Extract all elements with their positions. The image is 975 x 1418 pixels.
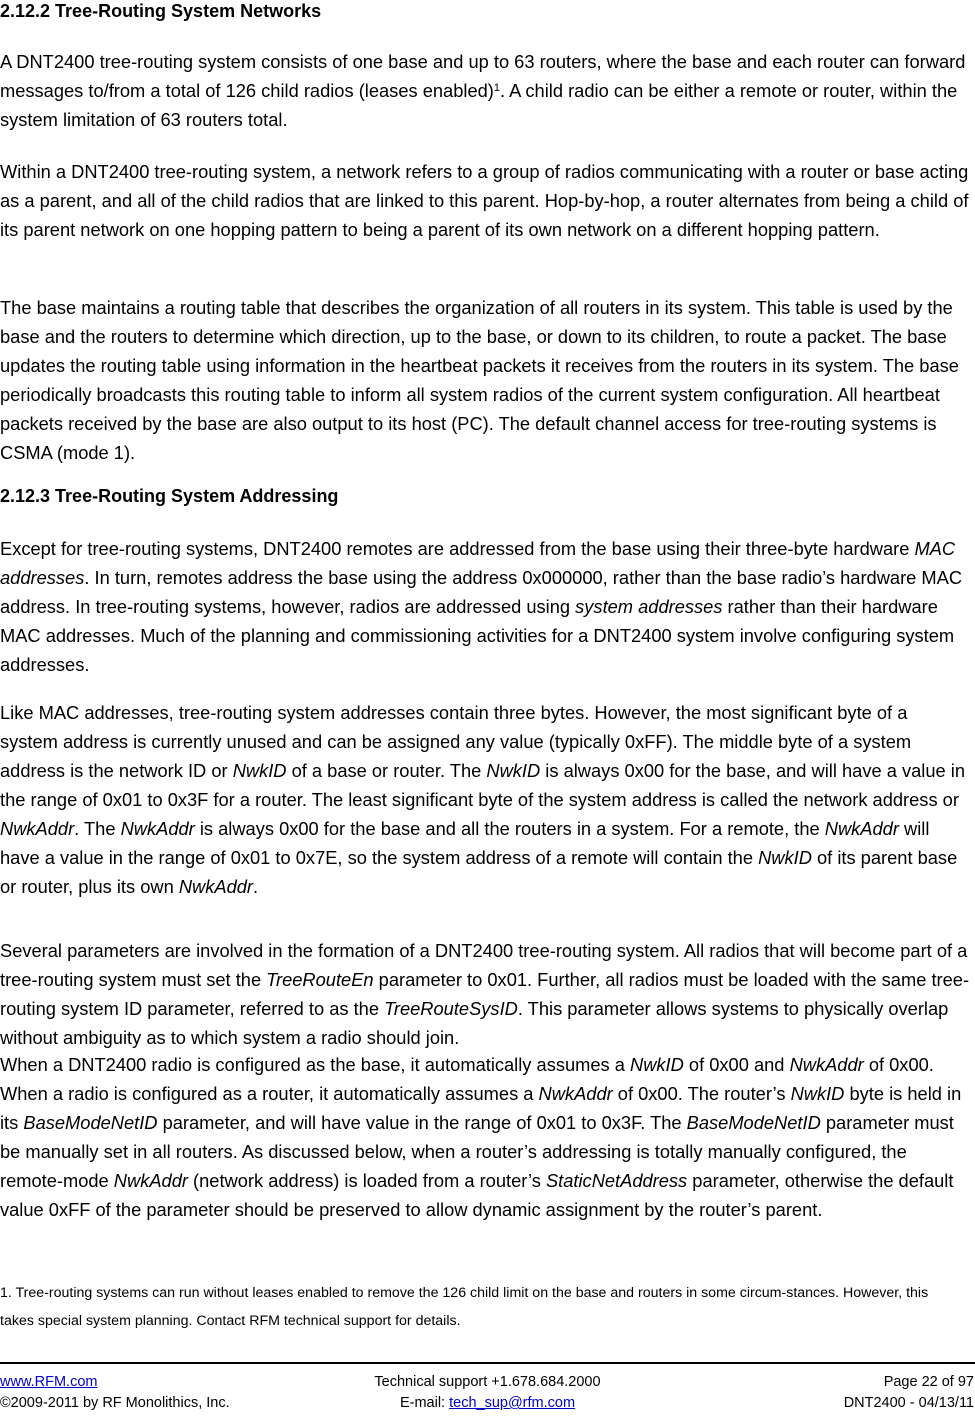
footer-copyright: ©2009-2011 by RF Monolithics, Inc.: [0, 1395, 230, 1411]
section-heading-addressing: 2.12.3 Tree-Routing System Addressing: [0, 486, 339, 506]
term-nwkaddr: NwkAddr: [120, 818, 195, 839]
text-run: .: [253, 876, 259, 897]
footer-support: Technical support +1.678.684.2000: [374, 1374, 601, 1390]
text-run: . In turn, remotes address the base using the address 0x000000, rather than the base radio’s hardware MAC address. In tree-routing systems, however, radios are addressed using: [0, 567, 963, 617]
text-run: A DNT2400 tree-routing system consists of one base and up to 63 routers, where the base and each router can forward messages to/from a total of 126 child radios (leases enabled): [0, 51, 966, 101]
text-run: of its parent base or router, plus its own: [0, 847, 958, 897]
term-nwkid: NwkID: [232, 760, 287, 781]
term-treeroutesysid: TreeRouteSysID: [384, 998, 518, 1019]
text-run: parameter, and will have value in the range of 0x01 to 0x3F. The: [157, 1112, 687, 1133]
text-run: . The: [74, 818, 121, 839]
email-link[interactable]: tech_sup@rfm.com: [449, 1395, 576, 1411]
text-run: parameter to 0x01. Further, all radios must be loaded with the same tree-routing system ID parameter, referred to as the: [0, 969, 970, 1019]
paragraph-addressing-4: [0, 1050, 970, 1224]
term-nwkid: NwkID: [790, 1083, 845, 1104]
paragraph-addressing-2: [0, 698, 970, 901]
term-nwkaddr: NwkAddr: [0, 818, 75, 839]
text-run: parameter, otherwise the default value 0xFF of the parameter should be preserved to allow dynamic assignment by the router’s parent.: [0, 1170, 954, 1220]
text-run: When a DNT2400 radio is configured as the base, it automatically assumes a: [0, 1054, 631, 1075]
footer-doc-id: DNT2400 - 04/13/11: [843, 1395, 974, 1411]
footer-page-number: Page 22 of 97: [883, 1374, 974, 1390]
term-nwkid: NwkID: [758, 847, 812, 868]
text-run: rather than their hardware MAC addresses. Much of the planning and commissioning activities for a DNT2400 system involve configuring system addresses.: [0, 596, 955, 675]
text-run: of 0x00. When a radio is configured as a router, it automatically assumes a: [0, 1054, 934, 1104]
paragraph-networks-2: Within a DNT2400 tree-routing system, a network refers to a group of radios communicating with a router or base acting as a parent, and all of the child radios that are linked to this parent. Hop-by-hop, a router alternates from being a child of its parent network on one hopping pattern to being a parent of its own network on a different hopping pattern.: [0, 161, 969, 240]
text-run: will have a value in the range of 0x01 to 0x7E, so the system address of a remote will contain the: [0, 818, 930, 868]
text-run: of 0x00 and: [683, 1054, 790, 1075]
paragraph-addressing-3: [0, 936, 970, 1052]
website-link[interactable]: www.RFM.com: [0, 1374, 98, 1390]
text-run: (network address) is loaded from a router’s: [187, 1170, 546, 1191]
footnote-marker: 1: [493, 82, 500, 94]
email-label: E-mail:: [399, 1395, 450, 1411]
text-run: byte is held in its: [0, 1083, 962, 1133]
term-staticnetaddress: StaticNetAddress: [545, 1170, 688, 1191]
term-nwkaddr: NwkAddr: [113, 1170, 188, 1191]
term-nwkaddr: NwkAddr: [178, 876, 254, 897]
text-run: parameter must be manually set in all routers. As discussed below, when a router’s addressing is totally manually configured, the remote-mode: [0, 1112, 954, 1191]
term-nwkaddr: NwkAddr: [824, 818, 899, 839]
term-nwkaddr: NwkAddr: [789, 1054, 864, 1075]
term-treerouteen: TreeRouteEn: [266, 969, 374, 990]
text-run: is always 0x00 for the base, and will have a value in the range of 0x01 to 0x3F for a router. The least significant byte of the system address is called the network address or: [0, 760, 965, 810]
text-run: Several parameters are involved in the formation of a DNT2400 tree-routing system. All radios that will become part of a tree-routing system must set the: [0, 940, 968, 990]
section-heading-networks: 2.12.2 Tree-Routing System Networks: [0, 1, 322, 21]
term-mac-addresses: MAC addresses: [0, 538, 956, 588]
text-run: of 0x00. The router’s: [612, 1083, 791, 1104]
text-run: . A child radio can be either a remote or router, within the system limitation of 63 routers total.: [0, 80, 958, 130]
term-nwkid: NwkID: [630, 1054, 684, 1075]
text-run: Except for tree-routing systems, DNT2400 remotes are addressed from the base using their three-byte hardware: [0, 538, 915, 559]
term-nwkid: NwkID: [486, 760, 541, 781]
term-nwkaddr: NwkAddr: [538, 1083, 613, 1104]
text-run: of a base or router. The: [286, 760, 487, 781]
paragraph-addressing-1: [0, 534, 970, 679]
term-basemodenetid: BaseModeNetID: [23, 1112, 158, 1133]
text-run: . This parameter allows systems to physically overlap without ambiguity as to which system a radio should join.: [0, 998, 949, 1048]
term-basemodenetid: BaseModeNetID: [686, 1112, 821, 1133]
paragraph-networks-1: [0, 47, 970, 134]
footnote: 1. Tree-routing systems can run without leases enabled to remove the 126 child limit on the base and routers in some circum-stances. However, this takes special system planning. Contact RFM technical support for details.: [0, 1285, 929, 1329]
term-system-addresses: system addresses: [575, 596, 723, 617]
paragraph-networks-3: The base maintains a routing table that describes the organization of all routers in its system. This table is used by the base and the routers to determine which direction, up to the base, or down to its children, to route a packet. The base updates the routing table using information in the heartbeat packets it receives from the routers in its system. The base periodically broadcasts this routing table to inform all system radios of the current system configuration. All heartbeat packets received by the base are also output to its host (PC). The default channel access for tree-routing systems is CSMA (mode 1).: [0, 297, 959, 463]
text-run: Like MAC addresses, tree-routing system addresses contain three bytes. However, the most significant byte of a system address is currently unused and can be assigned any value (typically 0xFF). The middle byte of a system address is the network ID or: [0, 702, 912, 781]
text-run: is always 0x00 for the base and all the routers in a system. For a remote, the: [194, 818, 825, 839]
footer-divider: [0, 1362, 975, 1364]
footer-email: [0, 1393, 975, 1413]
